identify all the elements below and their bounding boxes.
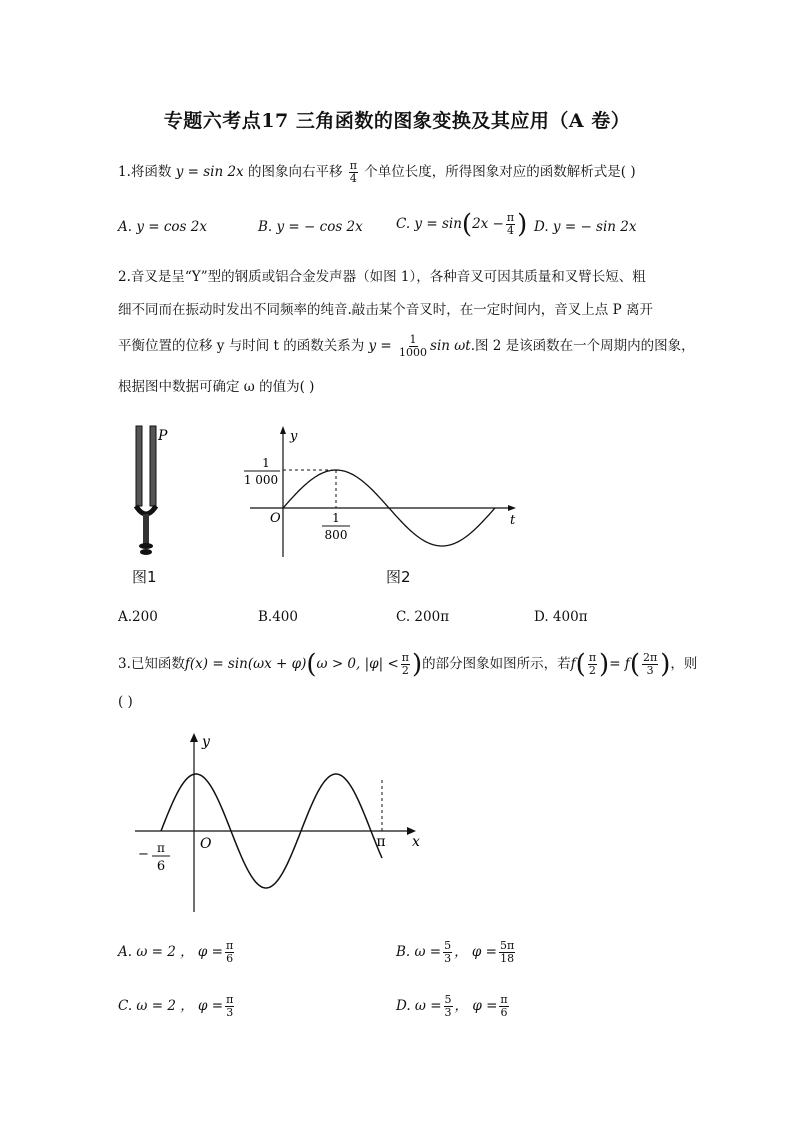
q3-d-fraction — [499, 994, 508, 1019]
q1-shift-den: 4 — [349, 172, 357, 185]
q3-c-num: π — [226, 993, 234, 1006]
fig2-ymax-num: 1 — [262, 456, 270, 470]
q3-cond-num: π — [401, 651, 409, 664]
q1-option-b[interactable]: B. y = − cos 2x — [258, 219, 363, 235]
q3-d-w: D. ω = — [396, 998, 442, 1014]
q3-cond-fraction — [401, 652, 410, 677]
fig2-t-label: t — [510, 513, 516, 528]
q1-option-d[interactable]: D. y = − sin 2x — [534, 219, 637, 235]
q3-f2-lparen: ( — [629, 649, 640, 680]
q2-line-4: 根据图中数据可确定 ω 的值为( ) — [118, 379, 315, 395]
q1-option-c-rparen: ) — [517, 209, 528, 240]
q3-f2-fraction — [642, 652, 658, 677]
tuning-fork-icon — [136, 426, 156, 555]
q3-option-d[interactable] — [396, 994, 511, 1019]
q2-option-c[interactable]: C. 200π — [396, 609, 450, 625]
q3-eq: = f — [609, 656, 630, 672]
q3-b-w-den: 3 — [444, 952, 452, 965]
fig2-t-arrow-icon — [508, 505, 516, 511]
q3-f2-den: 3 — [646, 664, 654, 677]
q3-a-num: π — [225, 939, 234, 952]
q1-shift-num: π — [349, 159, 357, 172]
q2-sin: sin ωt — [430, 338, 471, 354]
q1-option-c-num: π — [506, 211, 515, 224]
q3-d-w-fraction — [444, 994, 453, 1019]
q2-option-d[interactable]: D. 400π — [534, 609, 588, 625]
q3-b-phi: ， φ = — [454, 944, 497, 960]
q3-graph — [130, 730, 430, 915]
q3-pi-label: π — [376, 834, 386, 850]
q2-line-2: 细不同而在振动时发出不同频率的纯音.敲击某个音叉时，在一定时间内，音叉上点 P 离开 — [118, 302, 653, 318]
fig2-origin-label: O — [270, 511, 281, 526]
q2-amp-den: 1000 — [399, 346, 428, 359]
q1-function: y = sin 2x — [175, 164, 244, 180]
q2-amplitude-fraction — [398, 334, 428, 359]
q1-option-c-pre: C. y = sin — [396, 216, 462, 232]
q3-b-fraction — [499, 940, 515, 965]
q3-origin-label: O — [200, 836, 212, 852]
q3-blank: ( ) — [118, 694, 133, 710]
q2-eq: y = — [368, 338, 392, 354]
q3-f1-fraction — [588, 652, 597, 677]
q1-option-c-inner: 2x − — [472, 216, 504, 232]
q2-option-b[interactable]: B.400 — [258, 609, 298, 625]
q1-stem-mid: 的图象向右平移 — [247, 164, 343, 180]
q2-line-3-post: .图 2 是该函数在一个周期内的图象， — [470, 338, 695, 354]
q3-b-w-fraction — [443, 940, 452, 965]
q2-option-a[interactable]: A.200 — [118, 609, 158, 625]
q3-stem-pre: 3.已知函数 — [118, 656, 185, 672]
q1-option-c-den: 4 — [506, 224, 514, 237]
q3-option-c[interactable] — [118, 994, 236, 1019]
q3-function: f(x) = sin(ωx + φ) — [184, 656, 307, 672]
q1-option-c-fraction — [506, 212, 515, 237]
q3-cond-rparen: ) — [412, 649, 423, 680]
q3-stem-mid: 的部分图象如图所示，若 — [422, 656, 571, 672]
q3-b-w: B. ω = — [396, 944, 442, 960]
q3-c-den: 3 — [226, 1006, 234, 1019]
q1-option-a[interactable]: A. y = cos 2x — [118, 219, 207, 235]
fig2-tmax-den: 800 — [324, 528, 348, 542]
q1-stem-post: 个单位长度，所得图象对应的函数解析式是( ) — [364, 164, 636, 180]
q3-f1-den: 2 — [588, 664, 596, 677]
q3-x-label: x — [412, 834, 420, 850]
q1-option-c-lparen: ( — [461, 209, 473, 240]
q3-b-den: 18 — [500, 952, 515, 965]
fig2-y-arrow-icon — [280, 426, 286, 434]
q3-option-a[interactable] — [118, 940, 236, 965]
q3-d-den: 6 — [500, 1006, 508, 1019]
q3-option-b[interactable] — [396, 940, 517, 965]
q3-stem-post: ，则 — [670, 656, 698, 672]
q3-d-phi: ， φ = — [454, 998, 498, 1014]
q3-cond-pre: ω > 0, |φ| < — [316, 656, 399, 672]
q3-b-num: 5π — [499, 939, 515, 952]
q3-d-num: π — [500, 993, 508, 1006]
fig2-label: 图2 — [386, 568, 411, 586]
q3-f1: f — [570, 656, 576, 672]
page-title: 专题六考点17 三角函数的图象变换及其应用（A 卷） — [163, 110, 631, 132]
q2-line-1: 2.音叉是呈“Y”型的钢质或铝合金发声器（如图 1），各种音叉可因其质量和叉臂长短、粗 — [118, 269, 646, 285]
q3-f1-rparen: ) — [599, 649, 610, 680]
q3-f1-num: π — [588, 651, 597, 664]
q3-f1-lparen: ( — [575, 649, 586, 680]
q3-a-phi: φ = — [197, 944, 223, 960]
fig1-label: 图1 — [132, 568, 157, 586]
q3-a-fraction — [225, 940, 234, 965]
q3-f2-rparen: ) — [660, 649, 671, 680]
q1-stem-pre: 1.将函数 — [118, 164, 172, 180]
q1-shift-fraction — [349, 160, 358, 185]
q3-a-w: A. ω = 2 ， — [118, 944, 194, 960]
q3-d-w-num: 5 — [444, 993, 452, 1006]
q1-option-c[interactable] — [396, 209, 528, 240]
q2-amp-num: 1 — [409, 333, 417, 346]
fig2-graph — [230, 422, 530, 562]
q3-y-arrow-icon — [190, 733, 198, 742]
q3-stem — [118, 649, 698, 680]
q3-a-den: 6 — [226, 952, 234, 965]
fig2-tmax-num: 1 — [332, 511, 340, 525]
q2-line-3-pre: 平衡位置的位移 y 与时间 t 的函数关系为 — [118, 338, 365, 354]
fig2-y-label: y — [290, 429, 298, 444]
q3-neg-sign: − — [138, 847, 149, 862]
q3-cond-lparen: ( — [306, 649, 317, 680]
question-1-stem — [118, 160, 636, 185]
q3-neg-den: 6 — [156, 859, 166, 874]
fig1-point-p: P — [158, 428, 168, 444]
q3-c-w: C. ω = 2 ， — [118, 998, 194, 1014]
q3-c-fraction — [225, 994, 234, 1019]
q3-b-w-num: 5 — [444, 939, 452, 952]
q3-f2-num: 2π — [642, 651, 658, 664]
q3-cond-den: 2 — [401, 664, 409, 677]
q3-neg-num: π — [157, 841, 165, 855]
q3-c-phi: φ = — [198, 998, 224, 1014]
q3-y-label: y — [202, 734, 210, 750]
tuning-fork-figure — [124, 422, 184, 562]
q2-line-3 — [118, 334, 695, 359]
q3-d-w-den: 3 — [444, 1006, 452, 1019]
fig2-ymax-den: 1 000 — [243, 473, 279, 487]
